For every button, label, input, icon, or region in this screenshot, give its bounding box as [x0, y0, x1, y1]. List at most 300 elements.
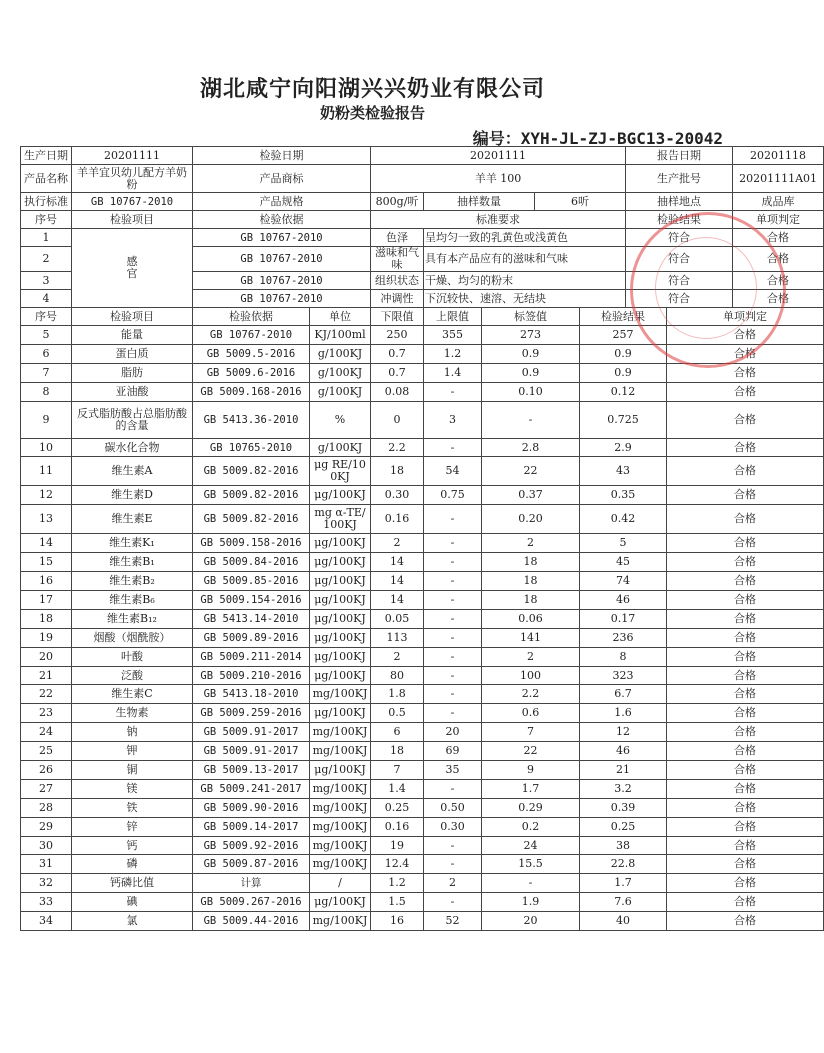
upper-limit: - — [424, 505, 482, 534]
upper-limit: - — [424, 647, 482, 666]
upper-limit: - — [424, 855, 482, 874]
verdict: 合格 — [667, 704, 824, 723]
sensory-row — [21, 229, 824, 247]
header-cell: 检验依据 — [193, 308, 310, 326]
row-number: 18 — [21, 609, 72, 628]
test-standard: GB 10765-2010 — [193, 438, 310, 457]
test-standard: GB 5009.82-2016 — [193, 486, 310, 505]
row-number: 33 — [21, 893, 72, 912]
lower-limit: 0.7 — [371, 363, 424, 382]
test-result: 74 — [580, 572, 667, 591]
row-number: 14 — [21, 534, 72, 553]
verdict: 合格 — [667, 742, 824, 761]
header-cell: 检验结果 — [626, 211, 733, 229]
upper-limit: - — [424, 893, 482, 912]
test-standard: GB 10767-2010 — [193, 326, 310, 345]
test-standard: GB 5009.168-2016 — [193, 382, 310, 401]
doc-no-value: XYH-JL-ZJ-BGC13-20042 — [520, 129, 723, 148]
lower-limit: 0.16 — [371, 505, 424, 534]
lower-limit: 250 — [371, 326, 424, 345]
table-row — [21, 553, 824, 572]
row-number: 19 — [21, 628, 72, 647]
label-value: 18 — [482, 591, 580, 610]
batch-number: 20201111A01 — [733, 165, 824, 193]
label-cell: 产品规格 — [193, 193, 371, 211]
verdict: 合格 — [667, 817, 824, 836]
table-row — [21, 609, 824, 628]
label-value: 0.20 — [482, 505, 580, 534]
label-value: 0.6 — [482, 704, 580, 723]
test-result: 符合 — [626, 290, 733, 308]
unit: μg/100KJ — [310, 591, 371, 610]
row-number: 22 — [21, 685, 72, 704]
test-standard: GB 5413.36-2010 — [193, 401, 310, 438]
test-item: 烟酸（烟酰胺） — [72, 628, 193, 647]
verdict: 合格 — [667, 836, 824, 855]
sensory-attribute: 滋味和气味 — [371, 247, 424, 272]
sample-place: 成品库 — [733, 193, 824, 211]
upper-limit: 69 — [424, 742, 482, 761]
upper-limit: 52 — [424, 912, 482, 931]
test-result: 7.6 — [580, 893, 667, 912]
label-value: 22 — [482, 742, 580, 761]
verdict: 合格 — [667, 628, 824, 647]
test-standard: GB 5009.154-2016 — [193, 591, 310, 610]
table-row — [21, 761, 824, 780]
label-cell: 抽样数量 — [424, 193, 535, 211]
test-standard: GB 5009.259-2016 — [193, 704, 310, 723]
test-item: 维生素D — [72, 486, 193, 505]
lower-limit: 1.5 — [371, 893, 424, 912]
table-row — [21, 798, 824, 817]
label-value: 2 — [482, 647, 580, 666]
test-result: 43 — [580, 457, 667, 486]
verdict: 合格 — [667, 591, 824, 610]
unit: μg/100KJ — [310, 704, 371, 723]
lower-limit: 0.5 — [371, 704, 424, 723]
test-standard: GB 5009.211-2014 — [193, 647, 310, 666]
verdict: 合格 — [667, 779, 824, 798]
test-result: 0.12 — [580, 382, 667, 401]
header-cell: 标签值 — [482, 308, 580, 326]
row-number: 26 — [21, 761, 72, 780]
company-name: 湖北咸宁向阳湖兴兴奶业有限公司 — [199, 76, 545, 102]
lower-limit: 7 — [371, 761, 424, 780]
verdict: 合格 — [667, 505, 824, 534]
verdict: 合格 — [667, 912, 824, 931]
test-result: 1.7 — [580, 874, 667, 893]
test-result: 8 — [580, 647, 667, 666]
row-number: 5 — [21, 326, 72, 345]
table-row — [21, 855, 824, 874]
test-standard: GB 10767-2010 — [193, 247, 371, 272]
label-value: 2.8 — [482, 438, 580, 457]
row-number: 17 — [21, 591, 72, 610]
row-number: 9 — [21, 401, 72, 438]
label-value: 0.06 — [482, 609, 580, 628]
table-row — [21, 326, 824, 345]
lower-limit: 0.16 — [371, 817, 424, 836]
label-value: 0.10 — [482, 382, 580, 401]
unit: μg/100KJ — [310, 609, 371, 628]
label-value: 18 — [482, 553, 580, 572]
test-item: 维生素E — [72, 505, 193, 534]
test-result: 0.9 — [580, 363, 667, 382]
verdict: 合格 — [733, 290, 824, 308]
test-result: 12 — [580, 723, 667, 742]
lower-limit: 12.4 — [371, 855, 424, 874]
lower-limit: 14 — [371, 591, 424, 610]
report-title: 奶粉类检验报告 — [319, 104, 425, 122]
verdict: 合格 — [733, 229, 824, 247]
inspection-table — [20, 146, 824, 931]
test-item: 维生素B₁₂ — [72, 609, 193, 628]
unit: μg/100KJ — [310, 666, 371, 685]
row-number: 7 — [21, 363, 72, 382]
test-result: 21 — [580, 761, 667, 780]
table-row — [21, 666, 824, 685]
header-cell: 序号 — [21, 211, 72, 229]
row-number: 16 — [21, 572, 72, 591]
unit: % — [310, 401, 371, 438]
upper-limit: 355 — [424, 326, 482, 345]
lower-limit: 0 — [371, 401, 424, 438]
lower-limit: 2 — [371, 534, 424, 553]
row-number: 27 — [21, 779, 72, 798]
label-value: 0.9 — [482, 344, 580, 363]
row-number: 31 — [21, 855, 72, 874]
lower-limit: 0.30 — [371, 486, 424, 505]
header-cell: 单项判定 — [667, 308, 824, 326]
test-item: 铁 — [72, 798, 193, 817]
test-item: 能量 — [72, 326, 193, 345]
verdict: 合格 — [667, 761, 824, 780]
label-cell: 检验日期 — [193, 147, 371, 165]
lower-limit: 0.7 — [371, 344, 424, 363]
label-value: 15.5 — [482, 855, 580, 874]
row-number: 15 — [21, 553, 72, 572]
test-standard: GB 5009.267-2016 — [193, 893, 310, 912]
lower-limit: 14 — [371, 572, 424, 591]
test-date: 20201111 — [371, 147, 626, 165]
test-result: 6.7 — [580, 685, 667, 704]
label-value: 9 — [482, 761, 580, 780]
lower-limit: 80 — [371, 666, 424, 685]
upper-limit: - — [424, 591, 482, 610]
test-item: 维生素K₁ — [72, 534, 193, 553]
header-cell: 上限值 — [424, 308, 482, 326]
table-row — [21, 779, 824, 798]
test-standard: GB 5009.6-2016 — [193, 363, 310, 382]
info-row — [21, 193, 824, 211]
table-row — [21, 505, 824, 534]
tests-header-row — [21, 308, 824, 326]
brand: 羊羊 100 — [371, 165, 626, 193]
test-result: 0.35 — [580, 486, 667, 505]
lower-limit: 1.4 — [371, 779, 424, 798]
unit: mg/100KJ — [310, 798, 371, 817]
table-row — [21, 591, 824, 610]
test-standard: GB 10767-2010 — [193, 229, 371, 247]
info-row — [21, 147, 824, 165]
row-number: 34 — [21, 912, 72, 931]
upper-limit: - — [424, 704, 482, 723]
upper-limit: 35 — [424, 761, 482, 780]
test-item: 维生素C — [72, 685, 193, 704]
unit: μg/100KJ — [310, 534, 371, 553]
label-value: - — [482, 401, 580, 438]
unit: μg/100KJ — [310, 553, 371, 572]
unit: mg/100KJ — [310, 855, 371, 874]
header-cell: 检验项目 — [72, 211, 193, 229]
lower-limit: 0.05 — [371, 609, 424, 628]
header-cell: 检验项目 — [72, 308, 193, 326]
lower-limit: 2 — [371, 647, 424, 666]
verdict: 合格 — [667, 486, 824, 505]
table-row — [21, 486, 824, 505]
test-result: 22.8 — [580, 855, 667, 874]
upper-limit: - — [424, 685, 482, 704]
test-item: 维生素B₆ — [72, 591, 193, 610]
lower-limit: 19 — [371, 836, 424, 855]
row-number: 10 — [21, 438, 72, 457]
upper-limit: - — [424, 666, 482, 685]
verdict: 合格 — [667, 647, 824, 666]
verdict: 合格 — [667, 534, 824, 553]
test-standard: GB 5009.14-2017 — [193, 817, 310, 836]
verdict: 合格 — [667, 363, 824, 382]
test-standard: GB 5009.91-2017 — [193, 723, 310, 742]
test-item: 镁 — [72, 779, 193, 798]
label-value: 2 — [482, 534, 580, 553]
test-standard: GB 10767-2010 — [193, 272, 371, 290]
row-number: 23 — [21, 704, 72, 723]
header-cell: 标准要求 — [371, 211, 626, 229]
row-number: 21 — [21, 666, 72, 685]
verdict: 合格 — [667, 685, 824, 704]
sensory-requirement: 呈均匀一致的乳黄色或浅黄色 — [424, 229, 626, 247]
sensory-requirement: 干燥、均匀的粉末 — [424, 272, 626, 290]
test-result: 0.725 — [580, 401, 667, 438]
row-number: 12 — [21, 486, 72, 505]
sensory-requirement: 下沉较快、速溶、无结块 — [424, 290, 626, 308]
lower-limit: 1.2 — [371, 874, 424, 893]
test-item: 钙磷比值 — [72, 874, 193, 893]
label-cell: 执行标准 — [21, 193, 72, 211]
unit: mg/100KJ — [310, 723, 371, 742]
test-item: 钠 — [72, 723, 193, 742]
test-result: 323 — [580, 666, 667, 685]
upper-limit: 2 — [424, 874, 482, 893]
label-value: 0.29 — [482, 798, 580, 817]
label-value: 2.2 — [482, 685, 580, 704]
unit: μg/100KJ — [310, 628, 371, 647]
table-row — [21, 647, 824, 666]
row-number: 11 — [21, 457, 72, 486]
label-value: 1.9 — [482, 893, 580, 912]
label-value: 22 — [482, 457, 580, 486]
upper-limit: 0.30 — [424, 817, 482, 836]
prod-date: 20201111 — [72, 147, 193, 165]
test-result: 0.42 — [580, 505, 667, 534]
test-result: 236 — [580, 628, 667, 647]
table-row — [21, 344, 824, 363]
label-value: 100 — [482, 666, 580, 685]
doc-no-label: 编号： — [472, 129, 521, 148]
label-value: 273 — [482, 326, 580, 345]
table-row — [21, 628, 824, 647]
upper-limit: - — [424, 609, 482, 628]
unit: mg/100KJ — [310, 912, 371, 931]
label-value: 0.9 — [482, 363, 580, 382]
test-item: 碳水化合物 — [72, 438, 193, 457]
test-result: 符合 — [626, 229, 733, 247]
test-standard: GB 5009.87-2016 — [193, 855, 310, 874]
verdict: 合格 — [667, 572, 824, 591]
verdict: 合格 — [667, 609, 824, 628]
unit: μg/100KJ — [310, 486, 371, 505]
test-item: 反式脂肪酸占总脂肪酸的含量 — [72, 401, 193, 438]
unit: g/100KJ — [310, 363, 371, 382]
test-standard: GB 5009.92-2016 — [193, 836, 310, 855]
label-cell: 报告日期 — [626, 147, 733, 165]
table-row — [21, 874, 824, 893]
upper-limit: - — [424, 779, 482, 798]
table-row — [21, 363, 824, 382]
table-row — [21, 382, 824, 401]
test-standard: GB 5009.82-2016 — [193, 505, 310, 534]
verdict: 合格 — [667, 855, 824, 874]
table-row — [21, 534, 824, 553]
row-number: 28 — [21, 798, 72, 817]
test-standard: GB 5009.84-2016 — [193, 553, 310, 572]
label-value: 0.2 — [482, 817, 580, 836]
header-cell: 单项判定 — [733, 211, 824, 229]
report-date: 20201118 — [733, 147, 824, 165]
test-standard: GB 5009.44-2016 — [193, 912, 310, 931]
unit: mg/100KJ — [310, 836, 371, 855]
table-row — [21, 572, 824, 591]
sensory-attribute: 色泽 — [371, 229, 424, 247]
exec-standard: GB 10767-2010 — [72, 193, 193, 211]
row-number: 8 — [21, 382, 72, 401]
header-cell: 检验结果 — [580, 308, 667, 326]
upper-limit: 54 — [424, 457, 482, 486]
table-row — [21, 457, 824, 486]
row-number: 4 — [21, 290, 72, 308]
row-number: 29 — [21, 817, 72, 836]
test-result: 45 — [580, 553, 667, 572]
test-result: 0.39 — [580, 798, 667, 817]
table-row — [21, 912, 824, 931]
verdict: 合格 — [667, 553, 824, 572]
unit: μg RE/100KJ — [310, 457, 371, 486]
unit: mg/100KJ — [310, 742, 371, 761]
upper-limit: - — [424, 572, 482, 591]
test-standard: GB 5413.14-2010 — [193, 609, 310, 628]
test-item: 铜 — [72, 761, 193, 780]
info-row — [21, 165, 824, 193]
test-standard: GB 5009.91-2017 — [193, 742, 310, 761]
row-number: 25 — [21, 742, 72, 761]
test-standard: GB 5009.158-2016 — [193, 534, 310, 553]
test-result: 0.17 — [580, 609, 667, 628]
row-number: 24 — [21, 723, 72, 742]
verdict: 合格 — [733, 272, 824, 290]
unit: mg/100KJ — [310, 817, 371, 836]
verdict: 合格 — [667, 457, 824, 486]
table-row — [21, 742, 824, 761]
test-result: 1.6 — [580, 704, 667, 723]
verdict: 合格 — [667, 893, 824, 912]
table-row — [21, 438, 824, 457]
sensory-category: 感 官 — [72, 229, 193, 308]
test-result: 5 — [580, 534, 667, 553]
test-result: 40 — [580, 912, 667, 931]
test-item: 钾 — [72, 742, 193, 761]
lower-limit: 1.8 — [371, 685, 424, 704]
unit: μg/100KJ — [310, 647, 371, 666]
lower-limit: 6 — [371, 723, 424, 742]
lower-limit: 2.2 — [371, 438, 424, 457]
test-item: 钙 — [72, 836, 193, 855]
table-row — [21, 401, 824, 438]
row-number: 3 — [21, 272, 72, 290]
unit: mg/100KJ — [310, 779, 371, 798]
verdict: 合格 — [667, 874, 824, 893]
label-value: 141 — [482, 628, 580, 647]
test-item: 氯 — [72, 912, 193, 931]
upper-limit: - — [424, 553, 482, 572]
test-standard: GB 5009.210-2016 — [193, 666, 310, 685]
table-row — [21, 836, 824, 855]
test-result: 0.9 — [580, 344, 667, 363]
table-row — [21, 704, 824, 723]
test-standard: GB 5009.82-2016 — [193, 457, 310, 486]
test-standard: GB 5009.13-2017 — [193, 761, 310, 780]
verdict: 合格 — [667, 326, 824, 345]
lower-limit: 0.08 — [371, 382, 424, 401]
unit: mg α-TE/100KJ — [310, 505, 371, 534]
unit: μg/100KJ — [310, 761, 371, 780]
test-result: 符合 — [626, 272, 733, 290]
lower-limit: 18 — [371, 457, 424, 486]
verdict: 合格 — [667, 798, 824, 817]
verdict: 合格 — [667, 401, 824, 438]
upper-limit: 0.75 — [424, 486, 482, 505]
test-standard: GB 5009.5-2016 — [193, 344, 310, 363]
lower-limit: 16 — [371, 912, 424, 931]
test-result: 2.9 — [580, 438, 667, 457]
sensory-attribute: 组织状态 — [371, 272, 424, 290]
table-row — [21, 893, 824, 912]
label-value: 1.7 — [482, 779, 580, 798]
test-item: 蛋白质 — [72, 344, 193, 363]
label-value: 24 — [482, 836, 580, 855]
test-standard: GB 5009.90-2016 — [193, 798, 310, 817]
sensory-attribute: 冲调性 — [371, 290, 424, 308]
header-cell: 单位 — [310, 308, 371, 326]
upper-limit: - — [424, 534, 482, 553]
test-result: 46 — [580, 591, 667, 610]
sensory-header-row — [21, 211, 824, 229]
test-item: 叶酸 — [72, 647, 193, 666]
upper-limit: 1.4 — [424, 363, 482, 382]
label-value: 18 — [482, 572, 580, 591]
test-item: 维生素B₂ — [72, 572, 193, 591]
test-result: 46 — [580, 742, 667, 761]
label-value: 0.37 — [482, 486, 580, 505]
